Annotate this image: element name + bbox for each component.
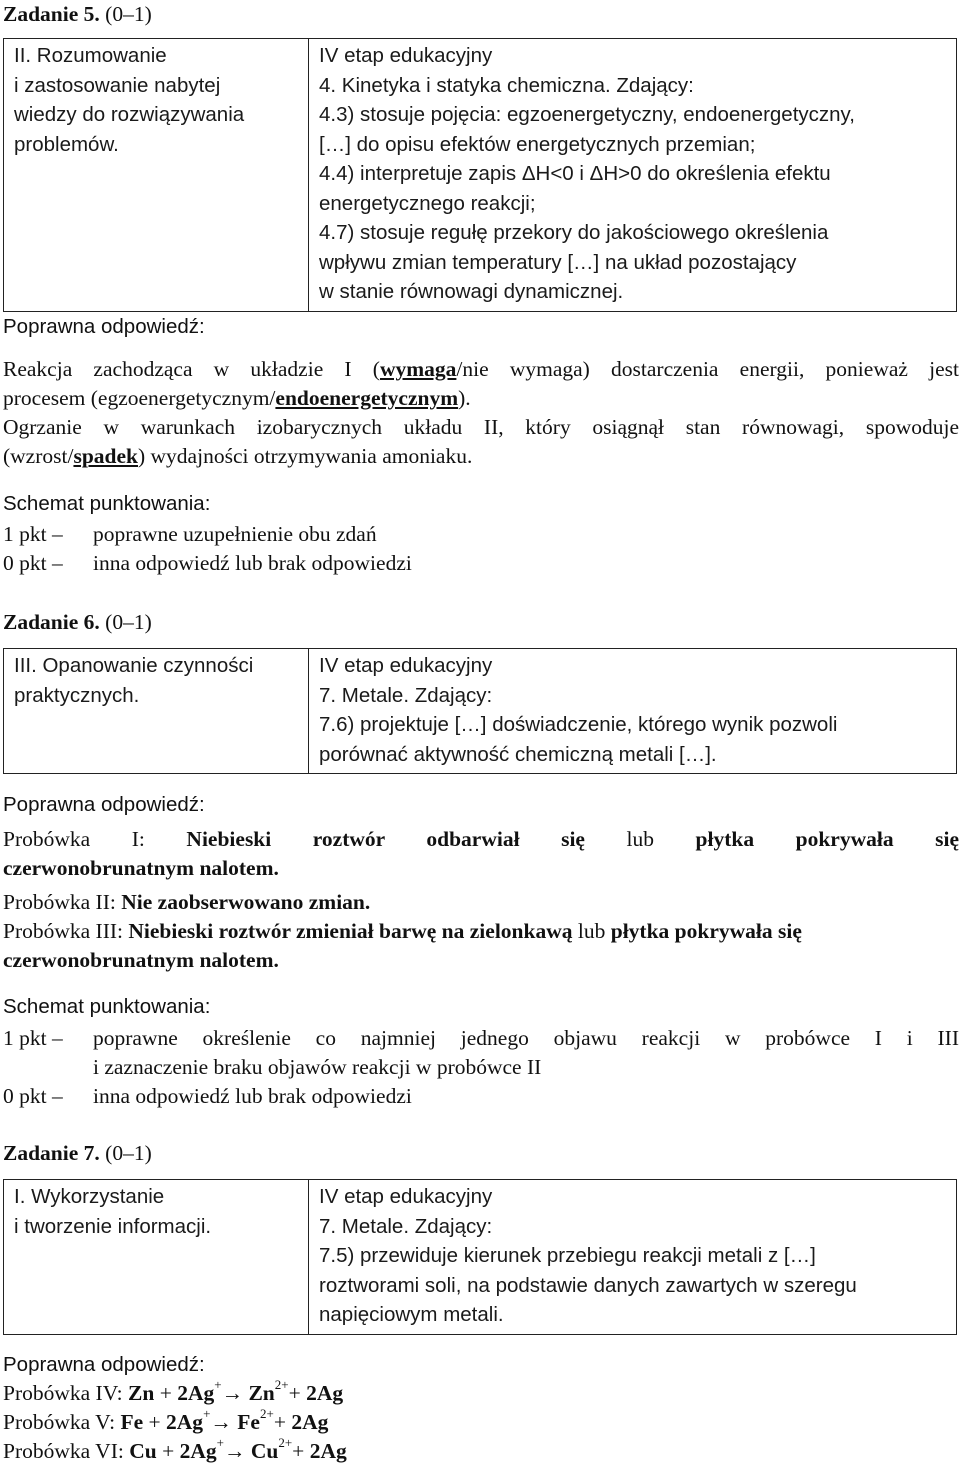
- task-title-text: Zadanie 6.: [3, 610, 100, 634]
- points: 1 pkt –: [3, 522, 63, 546]
- general-requirement-cell: [4, 1180, 309, 1335]
- ion-charge: +: [203, 1405, 211, 1421]
- cell-line: 7. Metale. Zdający:: [319, 1214, 493, 1238]
- text: +: [292, 1439, 310, 1463]
- text: Probówka I:: [3, 827, 145, 851]
- reaction-arrow-icon: →: [221, 1381, 244, 1405]
- answer-test-tube-3: [3, 917, 959, 975]
- text: Reakcja zachodząca w układzie I (: [3, 357, 380, 381]
- ion-charge: 2+: [274, 1376, 289, 1392]
- text: +: [154, 1381, 178, 1405]
- cell-line: i zastosowanie nabytej: [14, 73, 221, 97]
- scoring-row: [3, 1024, 959, 1082]
- text: +: [143, 1410, 167, 1434]
- cell-line: 4.4) interpretuje zapis ΔH<0 i ΔH>0 do określenia efektu: [319, 162, 831, 185]
- underlined-answer: spadek: [73, 444, 138, 468]
- cell-line: […] do opisu efektów energetycznych przemian;: [319, 132, 756, 156]
- task-6-title: [3, 608, 152, 637]
- bold-answer: płytka pokrywała się: [695, 827, 960, 851]
- scoring-label: Schemat punktowania:: [3, 492, 211, 515]
- points-description: inna odpowiedź lub brak odpowiedzi: [93, 1084, 412, 1108]
- text: Probówka IV:: [3, 1381, 123, 1405]
- bold-answer: Niebieski roztwór odbarwiał się: [186, 827, 585, 851]
- task-range: (0–1): [105, 2, 152, 26]
- cell-line: III. Opanowanie czynności: [14, 654, 254, 677]
- text: ).: [458, 386, 471, 410]
- reactant-metal: Cu: [129, 1439, 157, 1463]
- reactant-metal: Fe: [120, 1410, 144, 1434]
- product-ion: Zn: [248, 1381, 275, 1405]
- points: 1 pkt –: [3, 1026, 63, 1050]
- cell-line: I. Wykorzystanie: [14, 1185, 165, 1208]
- cell-line: porównać aktywność chemiczną metali […].: [319, 742, 717, 766]
- text: +: [273, 1410, 292, 1434]
- detailed-requirement-cell: [309, 39, 957, 312]
- scoring-list: [3, 1024, 959, 1111]
- product-metal: 2Ag: [306, 1381, 344, 1405]
- cell-line: w stanie równowagi dynamicznej.: [319, 280, 624, 303]
- answer-line: [3, 442, 959, 471]
- task-range: (0–1): [105, 610, 152, 634]
- task-5-requirements-table: [3, 38, 957, 312]
- detailed-requirement-cell: [309, 649, 957, 774]
- answer-test-tube-2: [3, 888, 959, 917]
- general-requirement-cell: [4, 649, 309, 774]
- points-description: [93, 1024, 959, 1082]
- task-6-requirements-table: [3, 648, 957, 774]
- cell-line: problemów.: [14, 132, 119, 156]
- points-description: poprawne uzupełnienie obu zdań: [93, 522, 377, 546]
- text: Probówka III:: [3, 919, 124, 943]
- bold-answer: czerwonobrunatnym nalotem.: [3, 856, 279, 880]
- cell-line: i tworzenie informacji.: [14, 1214, 212, 1238]
- cell-line: 4.7) stosuje regułę przekory do jakościowego określenia: [319, 221, 829, 244]
- task-title-text: Zadanie 7.: [3, 1141, 100, 1165]
- task-5-title: [3, 0, 152, 29]
- product-metal: 2Ag: [309, 1439, 347, 1463]
- text: Probówka V:: [3, 1410, 116, 1434]
- answer-paragraph-1: [3, 355, 959, 413]
- bold-answer: płytka pokrywała się: [610, 919, 802, 943]
- cell-line: 4.3) stosuje pojęcia: egzoenergetyczny, endoenergetyczny,: [319, 103, 855, 126]
- ion-charge: +: [214, 1376, 222, 1392]
- points: 0 pkt –: [3, 551, 63, 575]
- cell-line: wpływu zmian temperatury […] na układ pozostający: [319, 250, 797, 274]
- cell-line: IV etap edukacyjny: [319, 1185, 493, 1208]
- cell-line: IV etap edukacyjny: [319, 44, 493, 67]
- cell-line: praktycznych.: [14, 683, 140, 707]
- reactant-ion: 2Ag: [166, 1410, 204, 1434]
- general-requirement-cell: [4, 39, 309, 312]
- text: /nie wymaga) dostarczenia energii, ponieważ jest: [456, 357, 959, 381]
- scoring-row: [3, 1082, 959, 1111]
- answer-label: Poprawna odpowiedź:: [3, 793, 205, 816]
- reaction-list: [3, 1376, 959, 1466]
- reactant-metal: Zn: [128, 1381, 155, 1405]
- reactant-ion: 2Ag: [179, 1439, 217, 1463]
- reaction-arrow-icon: →: [210, 1410, 232, 1434]
- cell-line: IV etap edukacyjny: [319, 654, 493, 677]
- underlined-answer: wymaga: [379, 357, 457, 381]
- task-7-requirements-table: [3, 1179, 957, 1335]
- ion-charge: 2+: [278, 1434, 293, 1450]
- cell-line: 7. Metale. Zdający:: [319, 683, 493, 707]
- text: lub: [626, 827, 654, 851]
- bold-answer: czerwonobrunatnym nalotem.: [3, 948, 279, 972]
- underlined-answer: endoenergetycznym: [275, 386, 459, 410]
- text: lub: [577, 919, 606, 943]
- scoring-row: [3, 520, 959, 549]
- ion-charge: +: [216, 1434, 224, 1450]
- bold-answer: Niebieski roztwór zmieniał barwę na zielonkawą: [128, 919, 573, 943]
- cell-line: wiedzy do rozwiązywania: [14, 103, 245, 126]
- answer-test-tube-1: [3, 825, 959, 883]
- answer-line: [3, 355, 959, 384]
- cell-line: napięciowym metali.: [319, 1303, 504, 1326]
- task-7-title: [3, 1139, 152, 1168]
- desc-line: i zaznaczenie braku objawów reakcji w probówce II: [93, 1055, 542, 1079]
- text: +: [288, 1381, 307, 1405]
- text: +: [156, 1439, 180, 1463]
- detailed-requirement-cell: [309, 1180, 957, 1335]
- points: 0 pkt –: [3, 1084, 63, 1108]
- text: procesem (egzoenergetycznym/: [3, 386, 276, 410]
- task-title-text: Zadanie 5.: [3, 2, 100, 26]
- answer-line: [3, 384, 959, 413]
- reactant-ion: 2Ag: [177, 1381, 215, 1405]
- answer-label: Poprawna odpowiedź:: [3, 1353, 205, 1376]
- points-description: inna odpowiedź lub brak odpowiedzi: [93, 551, 412, 575]
- scoring-list: [3, 520, 959, 578]
- answer-line: [3, 825, 959, 854]
- answer-line: Ogrzanie w warunkach izobarycznych układu II, który osiągnął stan równowagi, spowoduje: [3, 415, 959, 439]
- bold-answer: Nie zaobserwowano zmian.: [121, 890, 371, 914]
- cell-line: II. Rozumowanie: [14, 44, 167, 67]
- cell-line: 4. Kinetyka i statyka chemiczna. Zdający:: [319, 73, 694, 97]
- desc-line: poprawne określenie co najmniej jednego objawu reakcji w probówce I i III: [93, 1026, 959, 1050]
- scoring-row: [3, 549, 959, 578]
- reaction-arrow-icon: →: [223, 1439, 246, 1463]
- text: ) wydajności otrzymywania amoniaku.: [138, 444, 473, 468]
- product-ion: Fe: [237, 1410, 260, 1434]
- ion-charge: 2+: [259, 1405, 274, 1421]
- cell-line: 7.6) projektuje […] doświadczenie, którego wynik pozwoli: [319, 713, 838, 736]
- answer-label: Poprawna odpowiedź:: [3, 315, 205, 338]
- answer-paragraph-2: [3, 413, 959, 471]
- cell-line: roztworami soli, na podstawie danych zawartych w szeregu: [319, 1273, 857, 1297]
- cell-line: 7.5) przewiduje kierunek przebiegu reakcji metali z […]: [319, 1244, 816, 1267]
- reaction-equation: [3, 1405, 959, 1437]
- product-ion: Cu: [250, 1439, 279, 1463]
- text: (wzrost/: [3, 444, 74, 468]
- task-range: (0–1): [105, 1141, 152, 1165]
- text: Probówka VI:: [3, 1439, 124, 1463]
- product-metal: 2Ag: [291, 1410, 329, 1434]
- text: Probówka II:: [3, 890, 116, 914]
- reaction-equation: [3, 1376, 959, 1408]
- answer-line: [3, 917, 959, 946]
- reaction-equation: [3, 1434, 959, 1466]
- scoring-label: Schemat punktowania:: [3, 995, 211, 1018]
- cell-line: energetycznego reakcji;: [319, 191, 536, 215]
